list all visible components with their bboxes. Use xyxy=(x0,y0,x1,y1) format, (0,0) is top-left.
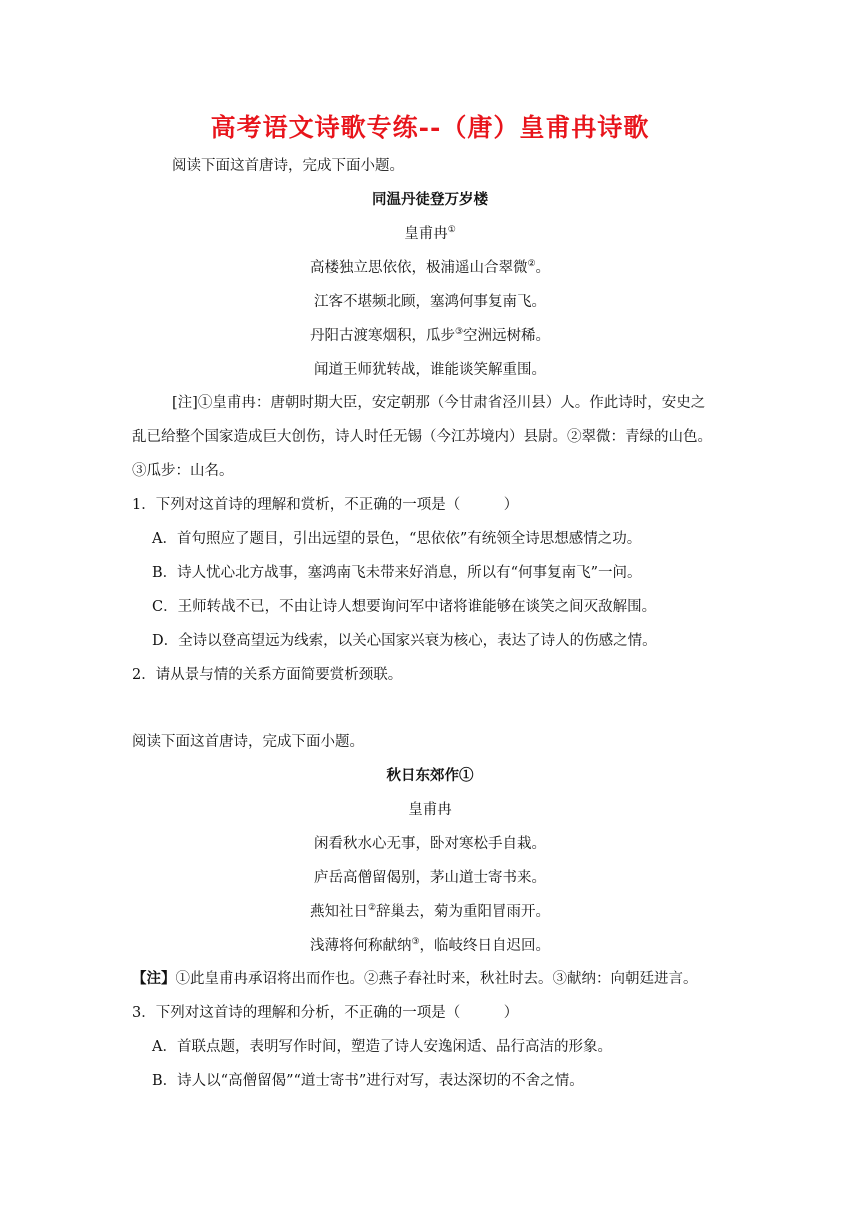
section2-intro: 阅读下面这首唐诗，完成下面小题。 xyxy=(132,734,364,750)
note-line: ③瓜步：山名。 xyxy=(132,463,234,479)
option-d: D．全诗以登高望远为线索，以关心国家兴衰为核心，表达了诗人的伤感之情。 xyxy=(152,633,657,649)
poem-line: 庐岳高僧留偈别，茅山道士寄书来。 xyxy=(314,870,546,886)
poem-line: 闲看秋水心无事，卧对寒松手自栽。 xyxy=(314,836,546,852)
section1-poem-title: 同温丹徒登万岁楼 xyxy=(372,191,488,208)
section2-poem-title: 秋日东郊作① xyxy=(386,767,474,784)
poem-line: 丹阳古渡寒烟积，瓜步③空洲远树稀。 xyxy=(309,327,551,344)
poem-line: 江客不堪频北顾，塞鸿何事复南飞。 xyxy=(314,294,546,310)
poem-line: 浅薄将何称献纳③，临岐终日自迟回。 xyxy=(309,937,551,954)
section2-note: 【注】①此皇甫冉承诏将出而作也。②燕子春社时来，秋社时去。③献纳：向朝廷进言。 xyxy=(132,970,698,987)
poem-line: 燕知社日②辞巢去，菊为重阳冒雨开。 xyxy=(309,903,551,920)
option-b: B．诗人以“高僧留偈”“道士寄书”进行对写，表达深切的不舍之情。 xyxy=(152,1073,584,1089)
section1-author: 皇甫冉① xyxy=(404,225,456,242)
page-title: 高考语文诗歌专练--（唐）皇甫冉诗歌 xyxy=(210,113,650,142)
option-c: C．王师转战不已，不由让诗人想要询问军中诸将谁能够在谈笑之间灭敌解围。 xyxy=(152,599,657,615)
question-1: 1．下列对这首诗的理解和赏析，不正确的一项是（ ） xyxy=(132,497,519,513)
note-line: 乱已给整个国家造成巨大创伤，诗人时任无锡（今江苏境内）县尉。②翠微：青绿的山色。 xyxy=(132,429,712,445)
section1-intro: 阅读下面这首唐诗，完成下面小题。 xyxy=(172,158,404,174)
note-line: [注]①皇甫冉：唐朝时期大臣，安定朝那（今甘肃省泾川县）人。作此诗时，安史之 xyxy=(172,395,706,411)
option-b: B．诗人忧心北方战事，塞鸿南飞未带来好消息，所以有“何事复南飞”一问。 xyxy=(152,565,642,581)
option-a: A．首句照应了题目，引出远望的景色，“思依依”有统领全诗思想感情之功。 xyxy=(152,531,642,547)
poem-line: 闻道王师犹转战，谁能谈笑解重围。 xyxy=(314,362,546,378)
question-2: 2．请从景与情的关系方面简要赏析颈联。 xyxy=(132,667,403,683)
option-a: A．首联点题，表明写作时间，塑造了诗人安逸闲适、品行高洁的形象。 xyxy=(152,1039,612,1055)
poem-line: 高楼独立思依依，极浦遥山合翠微②。 xyxy=(309,259,551,276)
question-3: 3．下列对这首诗的理解和分析，不正确的一项是（ ） xyxy=(132,1005,519,1021)
section2-author: 皇甫冉 xyxy=(408,802,452,818)
